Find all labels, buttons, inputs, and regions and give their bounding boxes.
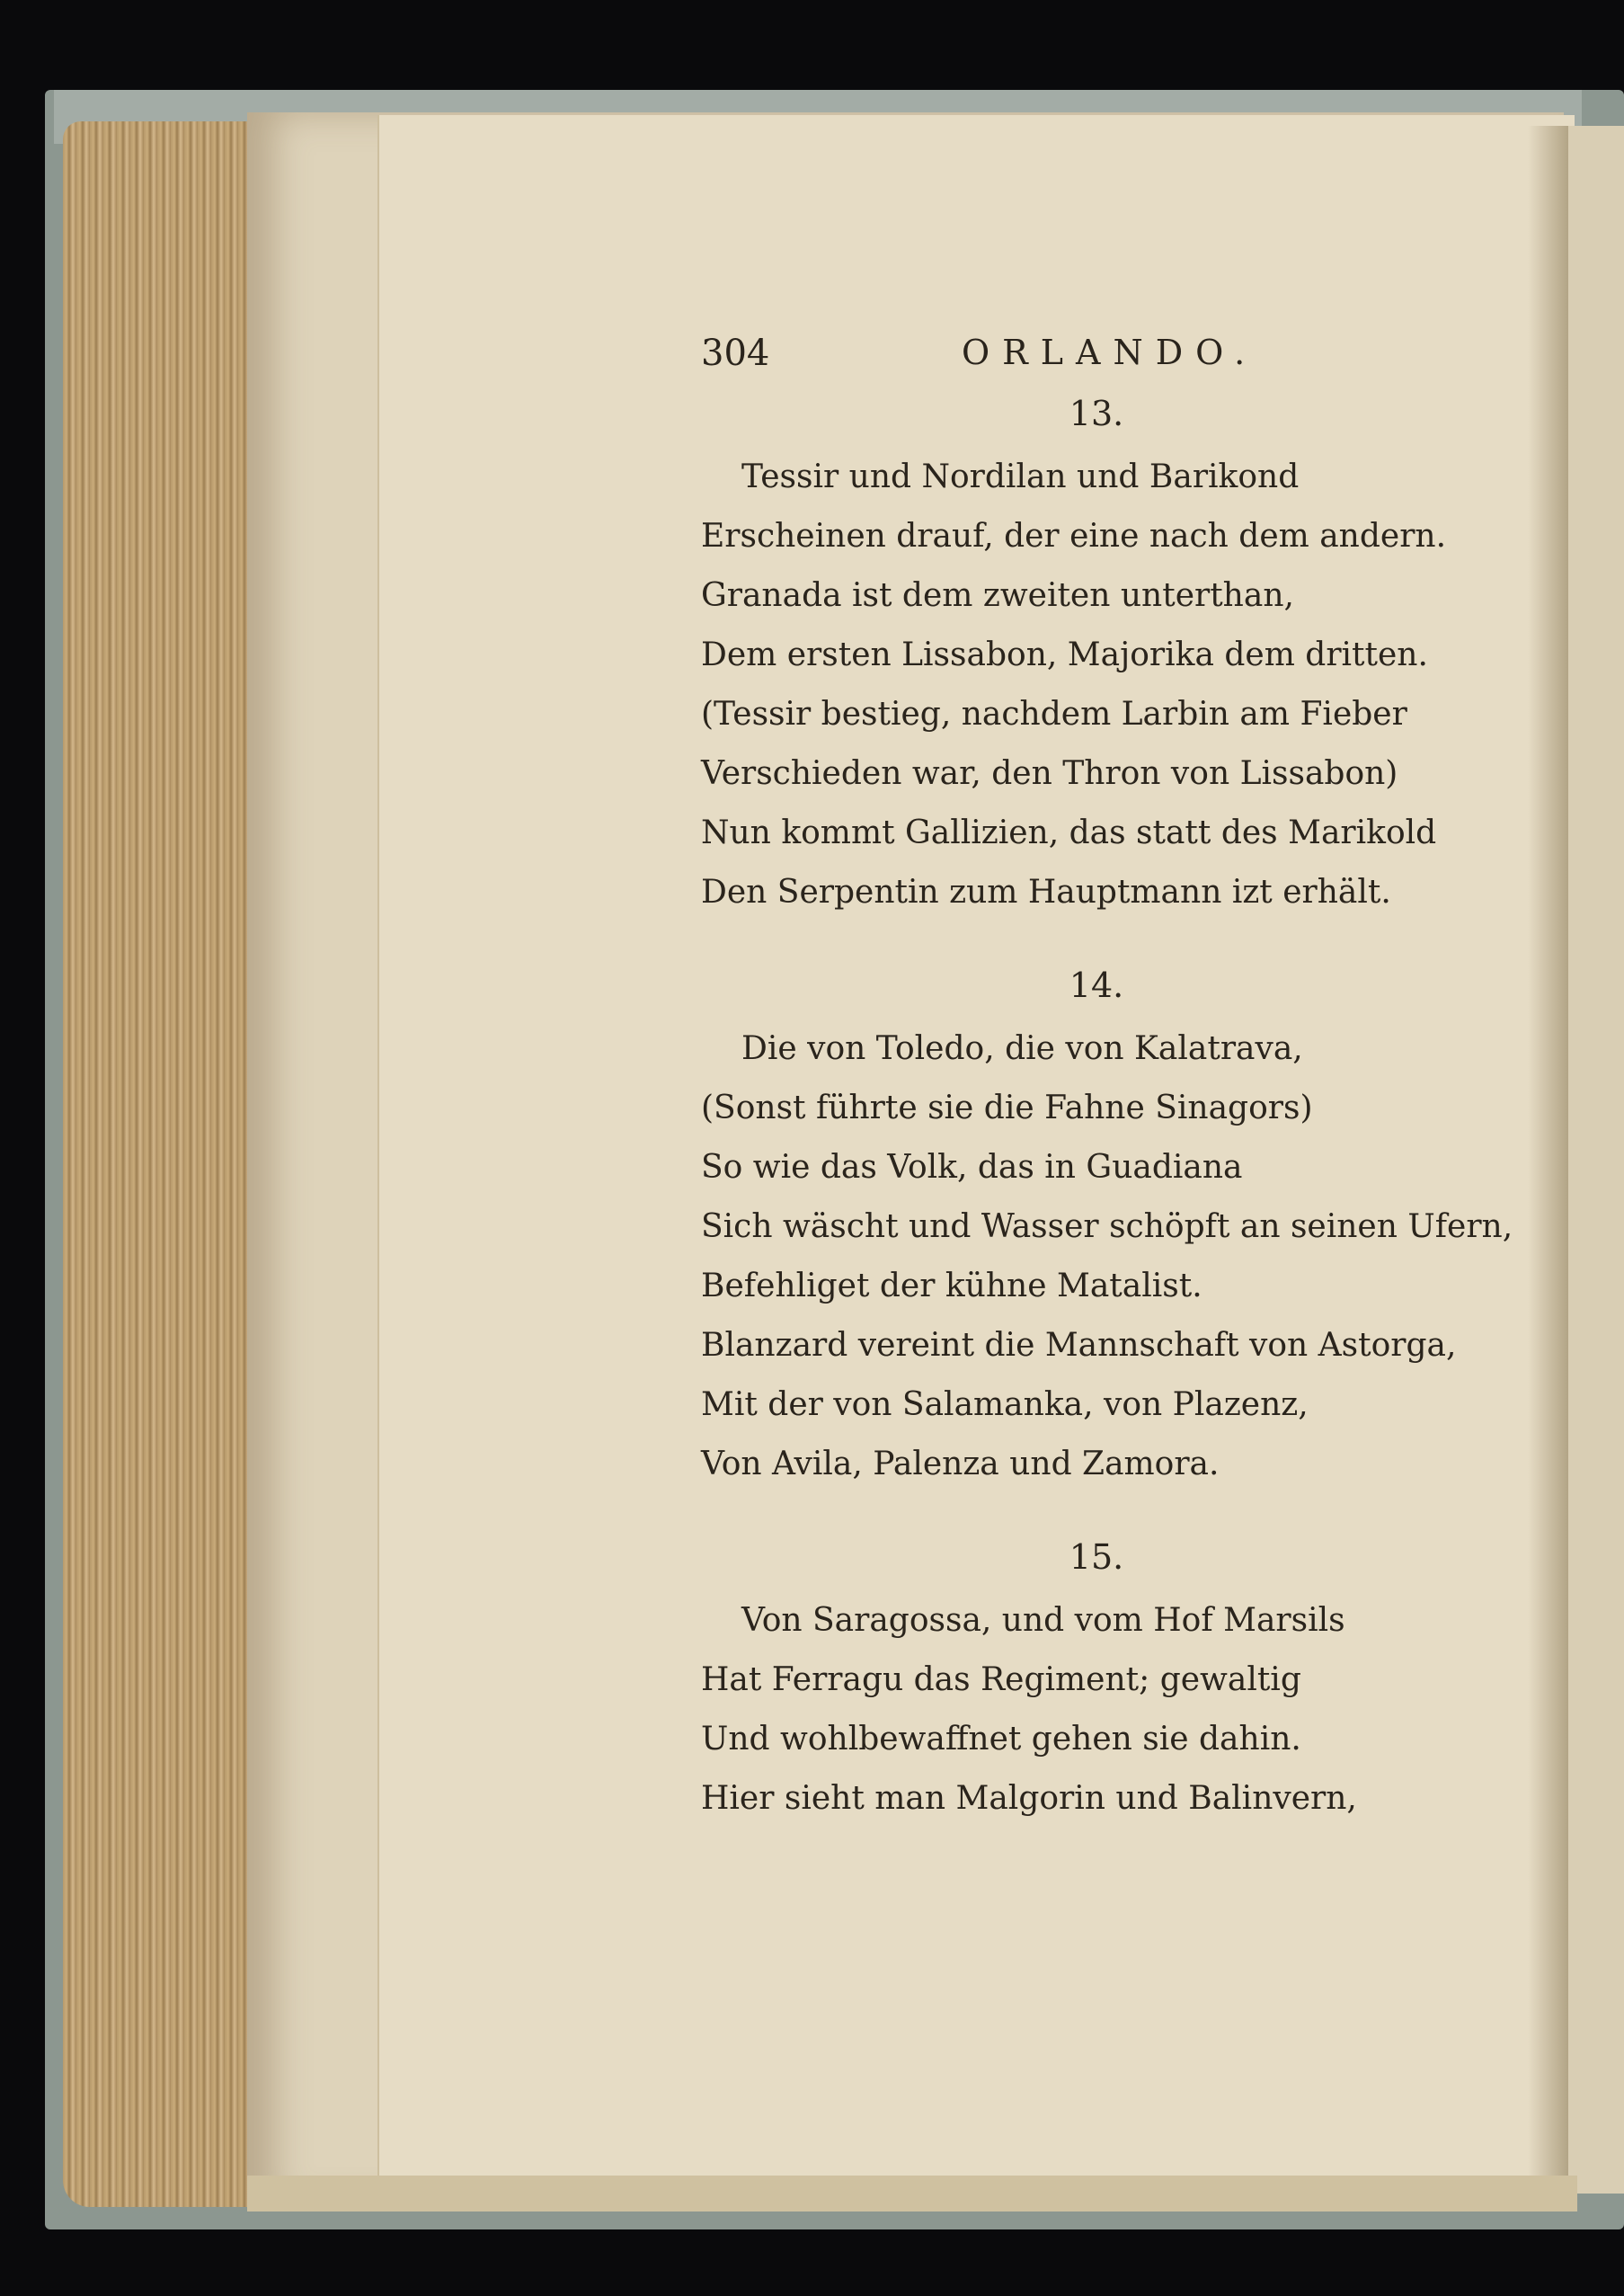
verse-line: Und wohlbewaffnet gehen sie dahin. <box>701 1721 1301 1758</box>
stanza-number: 14. <box>1069 966 1124 1005</box>
verse-line: Von Saragossa, und vom Hof Marsils <box>741 1602 1345 1639</box>
stanza-number: 13. <box>1069 394 1124 433</box>
stanza <box>701 1530 1492 1829</box>
page-number: 304 <box>701 333 770 374</box>
page-header <box>701 333 1492 387</box>
page-bottom-edge <box>247 2176 1577 2211</box>
verse-line: Erscheinen drauf, der eine nach dem andern. <box>701 518 1447 555</box>
stanza-number: 15. <box>1069 1537 1124 1577</box>
stanza <box>701 387 1492 922</box>
verse-line: Befehliget der kühne Matalist. <box>701 1268 1202 1304</box>
verse-line: Die von Toledo, die von Kalatrava, <box>741 1030 1303 1067</box>
verse-line: Mit der von Salamanka, von Plazenz, <box>701 1386 1309 1423</box>
verse-line: Den Serpentin zum Hauptmann izt erhält. <box>701 874 1391 911</box>
verse-line: (Tessir bestieg, nachdem Larbin am Fieber <box>701 696 1407 733</box>
verse-line: Nun kommt Gallizien, das statt des Marikold <box>701 814 1437 851</box>
verse-line: So wie das Volk, das in Guadiana <box>701 1149 1243 1186</box>
verse-line: (Sonst führte sie die Fahne Sinagors) <box>701 1090 1313 1126</box>
verse-line: Dem ersten Lissabon, Majorika dem dritten. <box>701 636 1428 673</box>
page-text <box>701 333 1513 1829</box>
verse-line: Hat Ferragu das Regiment; gewaltig <box>701 1661 1301 1698</box>
verse-line: Tessir und Nordilan und Barikond <box>741 458 1300 495</box>
verse-line: Granada ist dem zweiten unterthan, <box>701 577 1294 614</box>
stanza <box>701 958 1513 1494</box>
verse-line: Sich wäscht und Wasser schöpft an seinen Ufern, <box>701 1208 1513 1245</box>
facing-page-edge <box>1568 126 1624 2194</box>
verse-line: Verschieden war, den Thron von Lissabon) <box>701 755 1398 792</box>
running-title: ORLANDO. <box>962 333 1258 372</box>
verse-line: Blanzard vereint die Mannschaft von Astorga, <box>701 1327 1457 1364</box>
verse-line: Hier sieht man Malgorin und Balinvern, <box>701 1780 1357 1817</box>
verse-line: Von Avila, Palenza und Zamora. <box>701 1446 1220 1482</box>
